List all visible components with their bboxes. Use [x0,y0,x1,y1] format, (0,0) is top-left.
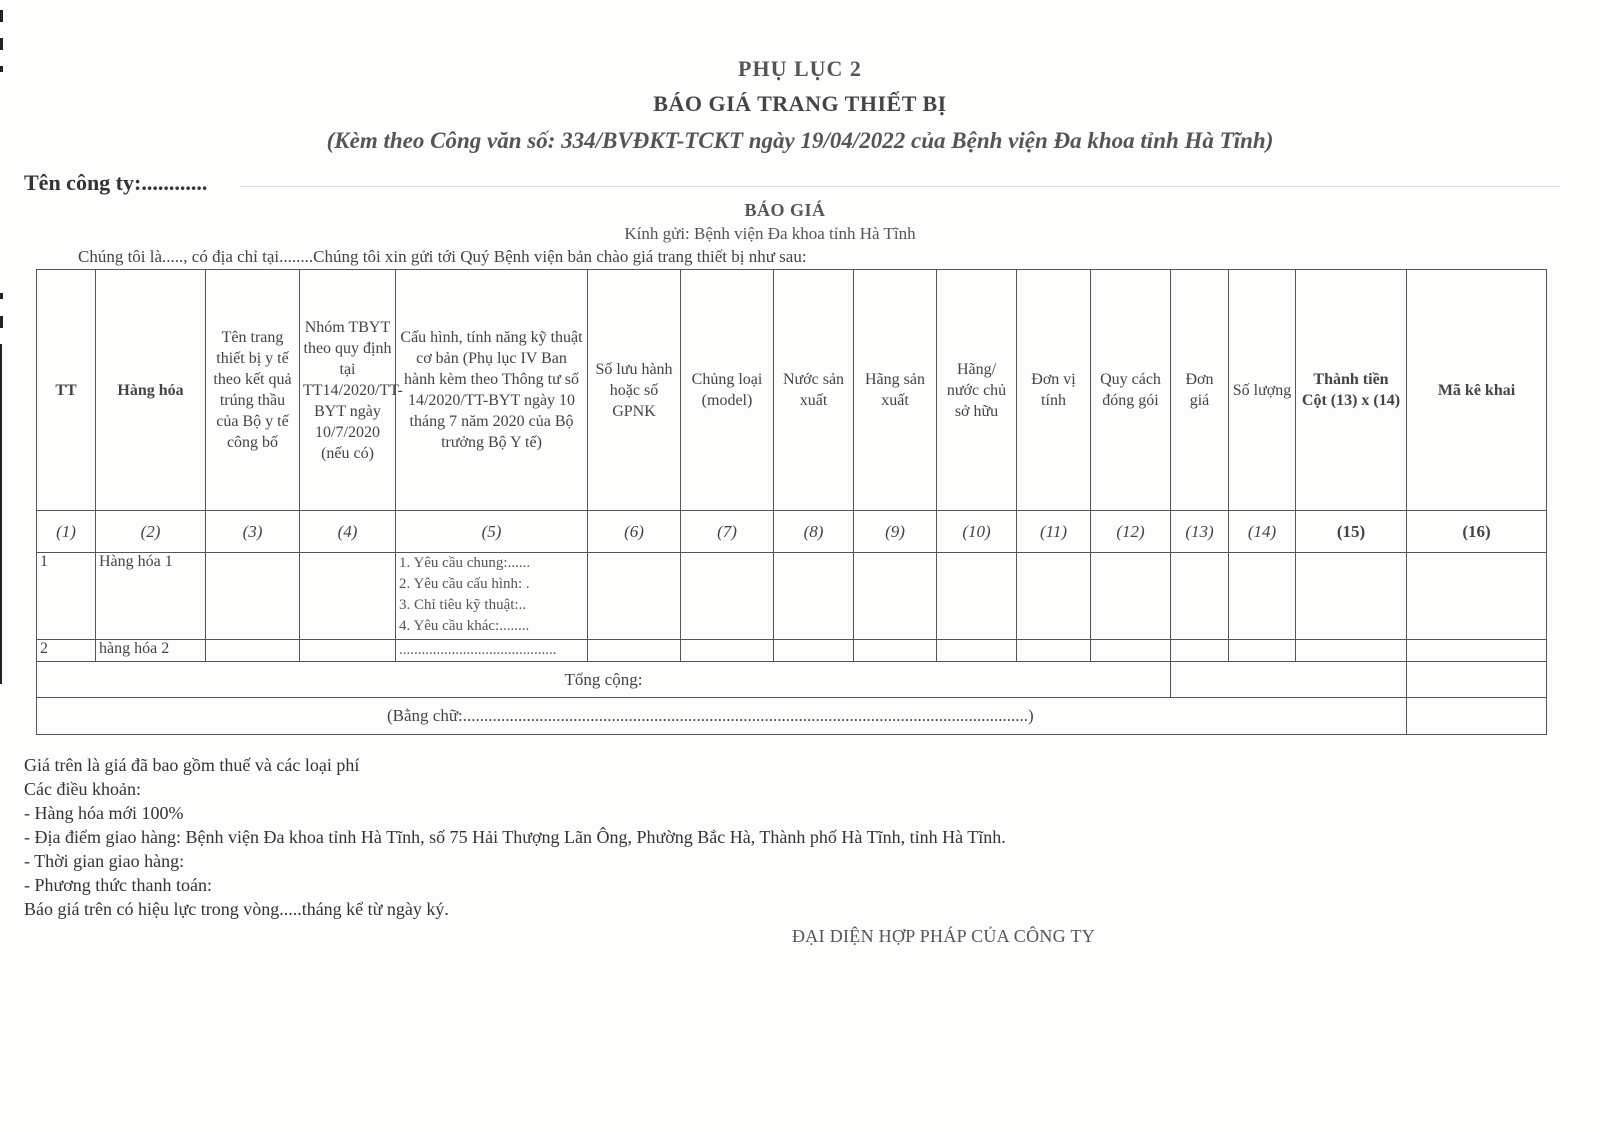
col-header-quantity: Số lượng [1229,270,1296,511]
empty-cell [588,553,681,640]
spec-line: 3. Chỉ tiêu kỹ thuật:.. [399,597,527,613]
row-tt: 2 [37,640,96,662]
empty-cell [588,640,681,662]
terms-line: Báo giá trên có hiệu lực trong vòng.....tháng kể từ ngày ký. [24,899,449,919]
terms-line: Các điều khoản: [24,779,141,799]
total-label: Tổng cộng: [37,662,1171,698]
row-spec [396,640,588,662]
col-number: (10) [937,511,1017,553]
empty-cell [681,553,774,640]
scan-mark [0,344,2,684]
col-number: (8) [774,511,854,553]
col-number: (5) [396,511,588,553]
col-number: (6) [588,511,681,553]
col-header-license: Số lưu hành hoặc số GPNK [588,270,681,511]
document-title: BÁO GIÁ TRANG THIẾT BỊ [653,91,947,116]
col-header-device-group: Nhóm TBYT theo quy định tại TT14/2020/TT-BYT ngày 10/7/2020 (nếu có) [300,270,396,511]
empty-cell [1229,640,1296,662]
appendix-title: PHỤ LỤC 2 [738,56,862,81]
intro-line: Chúng tôi là....., có địa chỉ tại........Chúng tôi xin gửi tới Quý Bệnh viện bản chào giá trang thiết bị như sau: [78,247,807,266]
empty-cell [1091,640,1171,662]
terms-line: - Hàng hóa mới 100% [24,803,184,823]
row-tt: 1 [37,553,96,640]
empty-cell [1017,640,1091,662]
row-spec [396,553,588,640]
empty-cell [1407,662,1547,698]
terms-line: Giá trên là giá đã bao gồm thuế và các loại phí [24,755,360,775]
col-header-unit: Đơn vị tính [1017,270,1091,511]
empty-cell [1407,698,1547,735]
col-number: (7) [681,511,774,553]
recipient-line: Kính gửi: Bệnh viện Đa khoa tỉnh Hà Tĩnh [624,224,916,243]
col-header-manufacturer: Hãng sản xuất [854,270,937,511]
col-header-declaration-code: Mã kê khai [1407,270,1547,511]
terms-line: - Thời gian giao hàng: [24,851,185,871]
empty-cell [681,640,774,662]
document-subtitle: (Kèm theo Công văn số: 334/BVĐKT-TCKT ngày 19/04/2022 của Bệnh viện Đa khoa tỉnh Hà Tĩnh) [326,128,1274,153]
divider [240,186,1560,187]
scan-mark [0,38,3,50]
empty-cell [1296,553,1407,640]
empty-cell [1171,640,1229,662]
empty-cell [937,553,1017,640]
table-row [37,553,1547,640]
quote-table [36,269,1547,735]
table-header-row [37,270,1547,511]
empty-cell [1017,553,1091,640]
col-header-tt: TT [37,270,96,511]
col-number: (15) [1296,511,1407,553]
row-goods-name: Hàng hóa 1 [96,553,206,640]
col-header-country: Nước sản xuất [774,270,854,511]
col-header-owner: Hãng/ nước chủ sở hữu [937,270,1017,511]
empty-cell [774,640,854,662]
col-number: (3) [206,511,300,553]
col-header-device-name: Tên trang thiết bị y tế theo kết quả trúng thầu của Bộ y tế công bố [206,270,300,511]
empty-cell [854,553,937,640]
col-header-packaging: Quy cách đóng gói [1091,270,1171,511]
signature-label: ĐẠI DIỆN HỢP PHÁP CỦA CÔNG TY [792,926,1096,946]
terms-line: - Phương thức thanh toán: [24,875,213,895]
col-number: (4) [300,511,396,553]
terms-section [24,753,1006,921]
empty-cell [854,640,937,662]
col-number: (2) [96,511,206,553]
empty-cell [1091,553,1171,640]
col-number: (13) [1171,511,1229,553]
col-number: (11) [1017,511,1091,553]
col-header-goods: Hàng hóa [96,270,206,511]
spec-line: 4. Yêu cầu khác:........ [399,618,530,634]
empty-cell [300,640,396,662]
total-row [37,662,1547,698]
spec-line: 2. Yêu cầu cấu hình: . [399,576,530,592]
scan-mark [0,10,3,22]
terms-line: - Địa điểm giao hàng: Bệnh viện Đa khoa tỉnh Hà Tĩnh, số 75 Hải Thượng Lãn Ông, Phường Bắc Hà, Thành phố Hà Tĩnh, tỉnh Hà Tĩnh. [24,827,1006,847]
col-header-amount: Thành tiền Cột (13) x (14) [1296,270,1407,511]
spec-line: 1. Yêu cầu chung:...... [399,555,531,571]
col-number: (14) [1229,511,1296,553]
scan-mark [0,316,3,328]
empty-cell [206,553,300,640]
amount-in-words-row [37,698,1547,735]
empty-cell [1296,640,1407,662]
empty-cell [1407,553,1547,640]
empty-cell [206,640,300,662]
empty-cell [774,553,854,640]
table-row [37,640,1547,662]
column-number-row [37,511,1547,553]
amount-in-words: (Bằng chữ:.....................................................................................................................................) [37,698,1407,735]
total-amount-cell [1171,662,1407,698]
row-goods-name: hàng hóa 2 [96,640,206,662]
spec-line: .......................................... [399,642,557,658]
col-number: (9) [854,511,937,553]
empty-cell [937,640,1017,662]
col-header-unit-price: Đơn giá [1171,270,1229,511]
scan-mark [0,293,3,299]
col-number: (12) [1091,511,1171,553]
col-header-configuration: Cấu hình, tính năng kỹ thuật cơ bản (Phụ lục IV Ban hành kèm theo Thông tư số 14/2020/TT-BYT ngày 10 tháng 7 năm 2020 của Bộ trưởng Bộ Y tế) [396,270,588,511]
col-number: (16) [1407,511,1547,553]
quote-title: BÁO GIÁ [744,200,826,220]
empty-cell [300,553,396,640]
company-name: Tên công ty:............ [24,170,208,195]
empty-cell [1407,640,1547,662]
col-number: (1) [37,511,96,553]
empty-cell [1171,553,1229,640]
col-header-model: Chủng loại (model) [681,270,774,511]
empty-cell [1229,553,1296,640]
